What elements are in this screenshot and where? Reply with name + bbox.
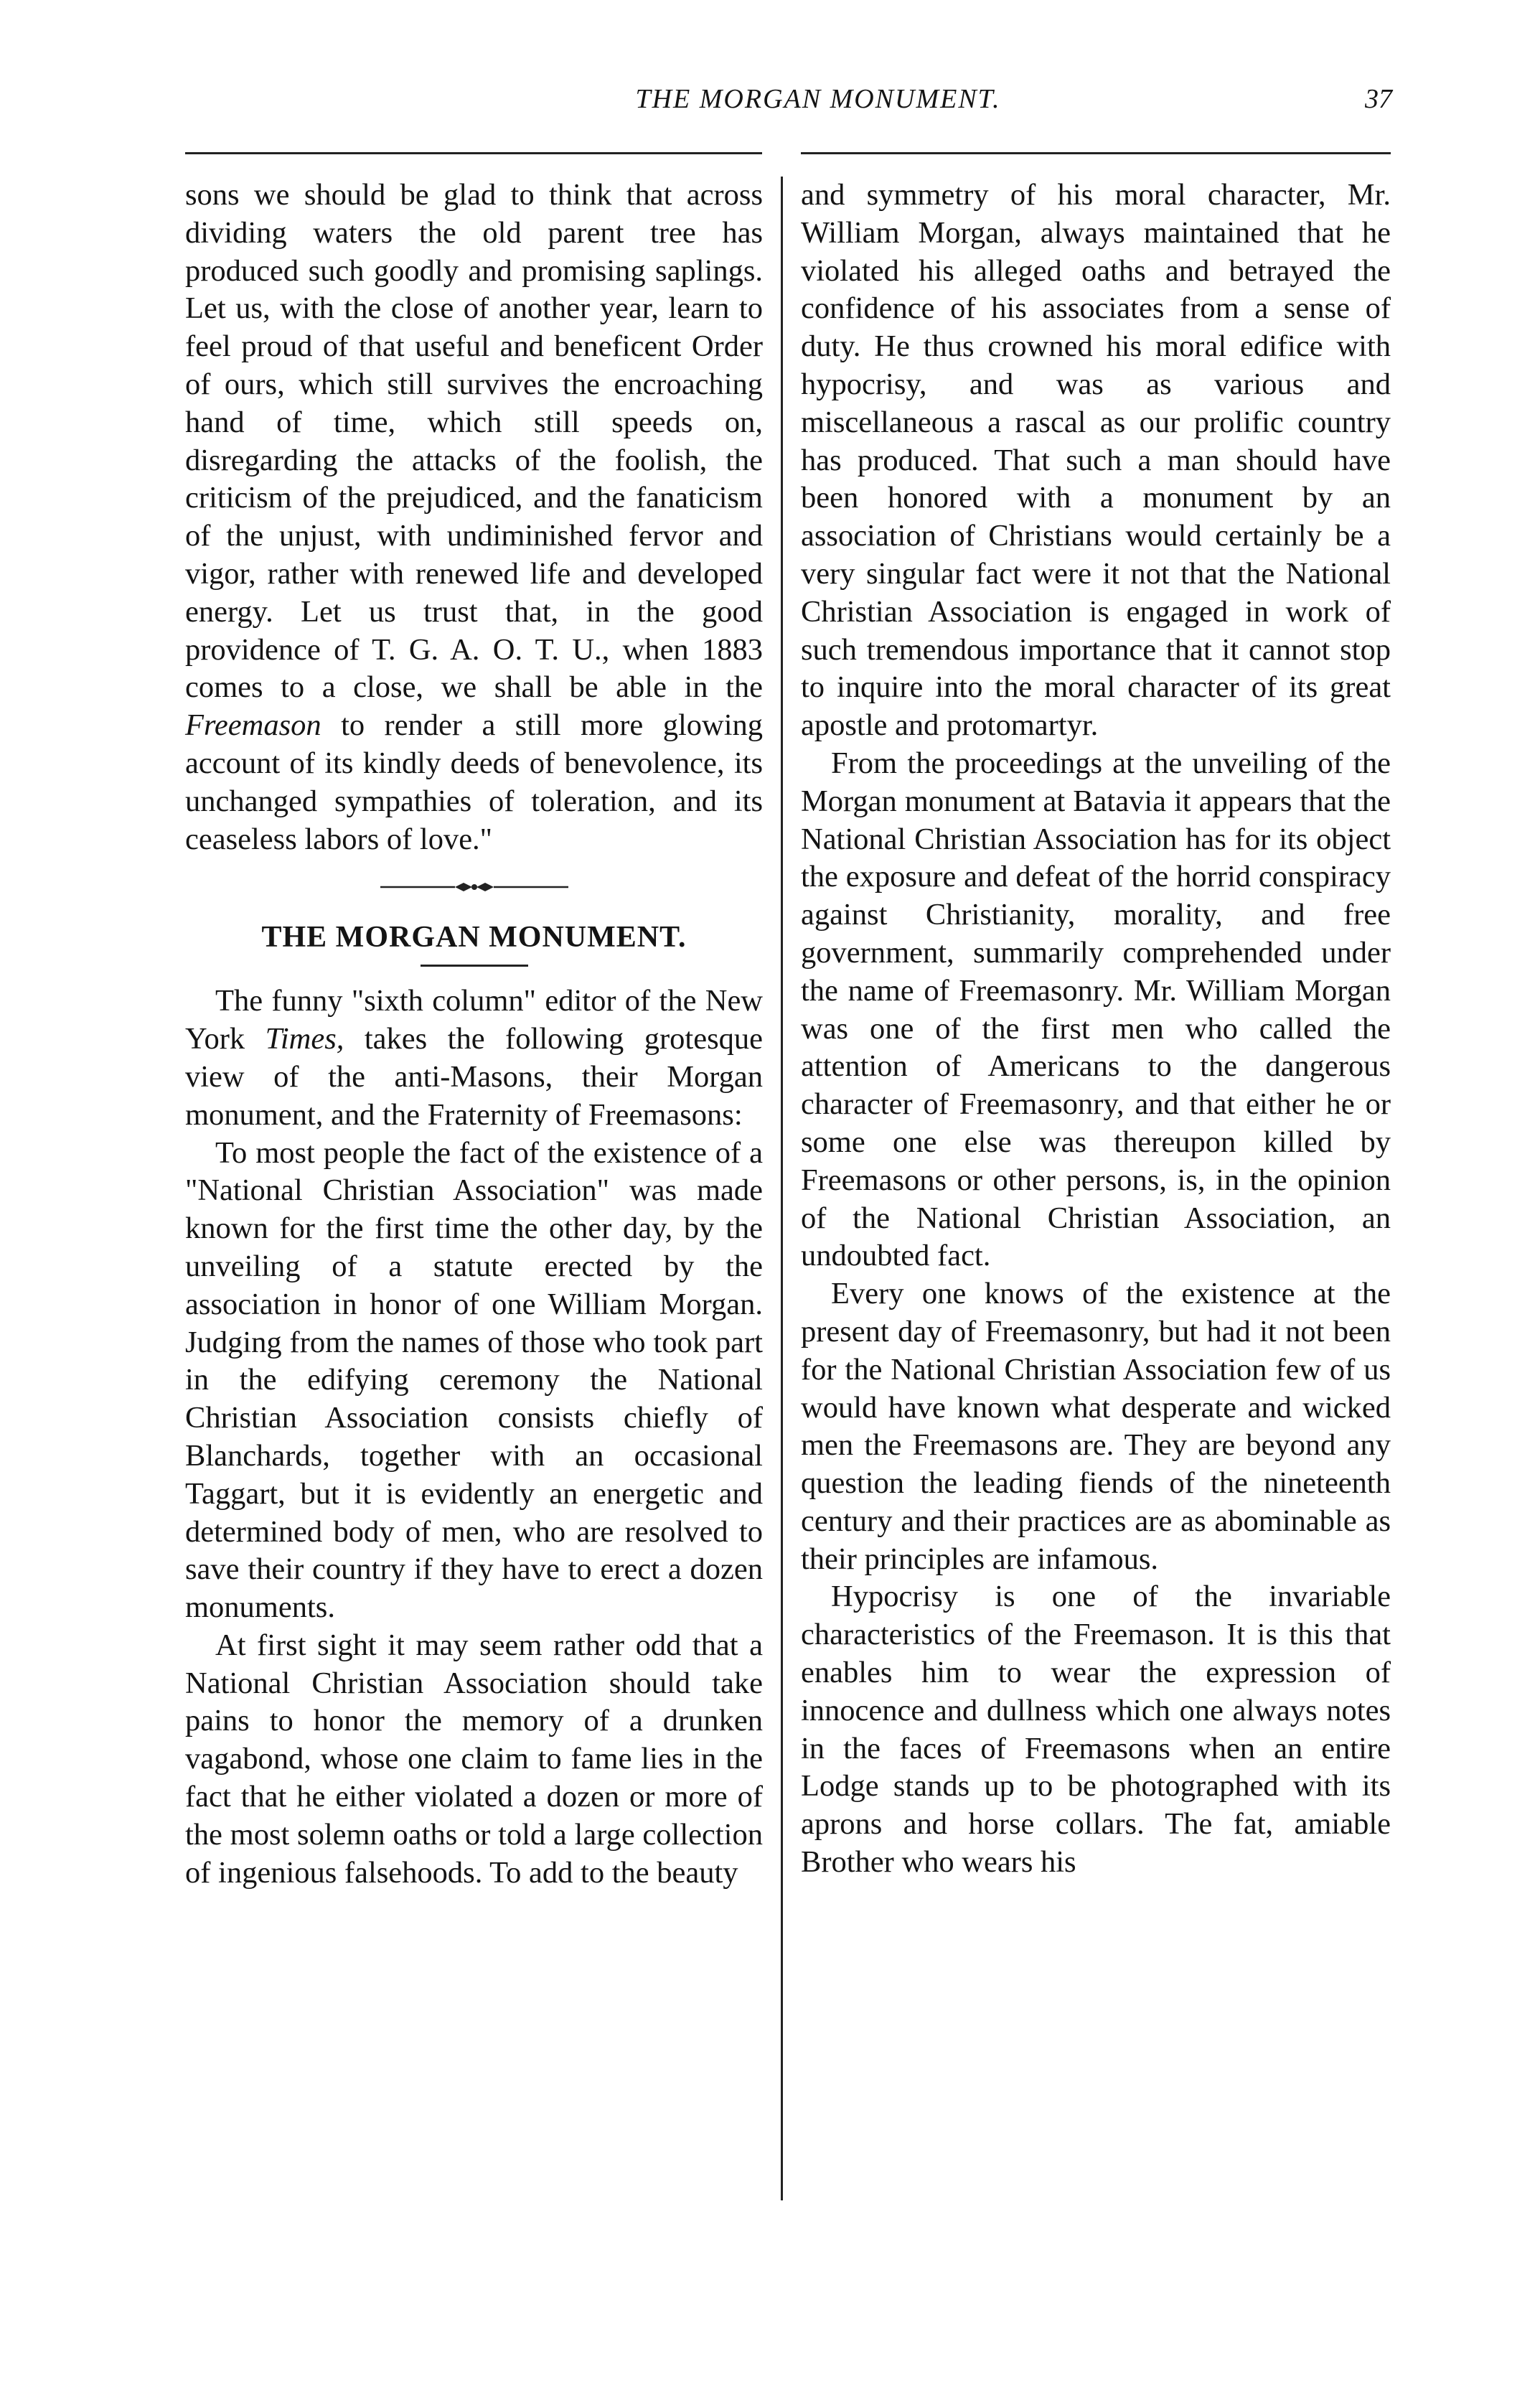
page-number: 37 (1365, 84, 1392, 114)
intro-italic-title: Freemason (185, 708, 321, 743)
running-title: THE MORGAN MONUMENT. (635, 84, 1001, 114)
right-column (801, 177, 1391, 1882)
paragraph-1-text: The funny "sixth column" editor of the New York (185, 984, 763, 1056)
column-divider (781, 177, 783, 2200)
intro-text-end: to render a still more glowing account of its kindly deeds of benevolence, its unchanged sympathies of toleration, and its ceaseless labors of love." (185, 708, 764, 856)
section-heading: THE MORGAN MONUMENT. (261, 921, 687, 955)
article-paragraph-1 (185, 982, 763, 1134)
heading-rule (421, 965, 528, 967)
intro-text: sons we should be glad to think that across dividing waters the old parent tree has produced such goodly and promising saplings. Let us, with the close of another year, learn to feel proud of that useful and beneficent Order of ours, which still survives the encroaching hand of time, which still speeds on, disregarding the attacks of the foolish, the criticism of the prejudiced, and the fanaticism of the unjust, with undiminished fervor and vigor, rather with renewed life and developed energy. Let us trust that, in the good providence of T. G. A. O. T. U., when 1883 comes to a close, we shall be able in the (185, 178, 763, 705)
section-ornament (185, 858, 763, 916)
newspaper-title: Times, (265, 1022, 344, 1056)
running-head (172, 83, 1392, 141)
header-rule-left (185, 152, 762, 154)
intro-paragraph (185, 177, 763, 858)
article-paragraph-3: At first sight it may seem rather odd that a National Christian Association should take pains to honor the memory of a drunken vagabond, whose one claim to fame lies in the fact that he either violated a dozen or more of the most solemn oaths or told a large collection of ingenious falsehoods. To add to the beauty (185, 1628, 763, 1890)
header-rule-right (801, 152, 1391, 154)
ornament-divider-icon (380, 880, 568, 894)
paragraph-1-text-end: takes the following grotesque view of the anti-Masons, their Morgan monument, and the Fraternity of Freemasons: (185, 1022, 763, 1132)
left-column (185, 177, 763, 1892)
article-paragraph-2: To most people the fact of the existence of a "National Christian Association" was made known for the first time the other day, by the unveiling of a statute erected by the association in honor of one William Morgan. Judging from the names of those who took part in the edifying ceremony the National Christian Association consists chiefly of Blanchards, together with an occasional Taggart, but it is evidently an energetic and determined body of men, who are resolved to save their country if they have to erect a dozen monuments. (185, 1135, 763, 1625)
article-paragraph-5: Every one knows of the existence at the present day of Freemasonry, but had it not been for the National Christian Association few of us would have known what desperate and wicked men the Freemasons are. They are beyond any question the leading fiends of the nineteenth century and their practices are as abominable as their principles are infamous. (801, 1277, 1391, 1576)
article-paragraph-4: From the proceedings at the unveiling of the Morgan monument at Batavia it appears that the National Christian Association has for its object the exposure and defeat of the horrid conspiracy against Christianity, morality, and free government, summarily comprehended under the name of Freemasonry. Mr. William Morgan was one of the first men who called the attention of Americans to the dangerous character of Freemasonry, and that either he or some one else was thereupon killed by Freemasons or other persons, is, in the opinion of the National Christian Association, an undoubted fact. (801, 746, 1391, 1273)
continued-paragraph: and symmetry of his moral character, Mr. William Morgan, always maintained that he violated his alleged oaths and betrayed the confidence of his associates from a sense of duty. He thus crowned his moral edifice with hypocrisy, and was as various and miscellaneous a rascal as our prolific country has produced. That such a man should have been honored with a monument by an association of Christians would certainly be a very singular fact were it not that the National Christian Association is engaged in work of such tremendous importance that it cannot stop to inquire into the moral character of its great apostle and protomartyr. (801, 178, 1391, 743)
article-paragraph-6: Hypocrisy is one of the invariable characteristics of the Freemason. It is this that enables him to wear the expression of innocence and dullness which one always notes in the faces of Freemasons when an entire Lodge stands up to be photographed with its aprons and horse collars. The fat, amiable Brother who wears his (801, 1580, 1391, 1880)
